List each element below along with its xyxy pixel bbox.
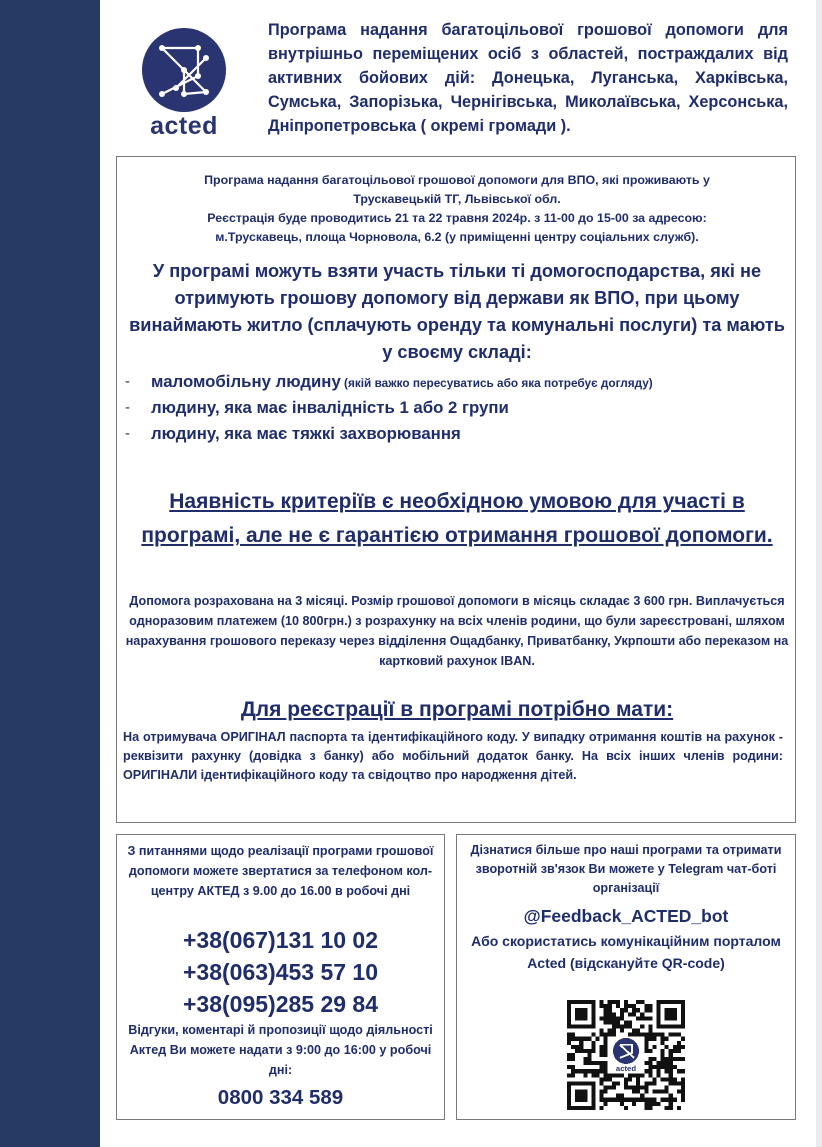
main-info-box [116, 156, 796, 823]
bullet-text: маломобільну людину [151, 372, 341, 391]
bullet-dash: - [125, 373, 130, 390]
list-item [125, 421, 789, 447]
eligibility-list [125, 369, 789, 447]
criteria-heading: Наявність критеріїв є необхідною умовою для участі в програмі, але не є гарантією отримання грошової допомоги. [141, 490, 773, 547]
registration-requirements: На отримувача ОРИГІНАЛ паспорта та ідентифікаційного коду. У випадку отримання коштів на рахунок - реквізити рахунку (довідка з банку) або мобільний додаток банку. На всіх інших членів родини: ОРИГІНАЛИ ідентифікаційного коду та свідоцтво про народження дітей. [123, 730, 783, 782]
bullet-dash: - [125, 399, 130, 416]
telegram-box [456, 834, 796, 1120]
program-intro [127, 171, 787, 247]
qr-label: acted [615, 1063, 637, 1073]
bullet-text: людину, яка має тяжкі захворювання [151, 424, 461, 443]
logo-text: acted [150, 112, 218, 140]
intro-line: Трускавецькій ТГ, Львівської обл. [353, 192, 561, 206]
intro-line: Програма надання багатоцільової грошової допомоги для ВПО, які проживають у [204, 173, 710, 187]
intro-line: м.Трускавець, площа Чорновола, 6.2 (у приміщенні центру соціальних служб). [215, 230, 699, 244]
right-edge-strip [816, 0, 822, 1147]
list-item [125, 395, 789, 421]
feedback-text: Відгуки, коментарі й пропозиції щодо діяльності Актед Ви можете надати з 9:00 до 16:00 у робочі дні: [128, 1023, 433, 1077]
qr-code-icon[interactable] [567, 1000, 685, 1110]
bullet-text: людину, яка має інвалідність 1 або 2 групи [151, 398, 509, 417]
eligibility-text: У програмі можуть взяти участь тільки ті домогосподарства, які не отримують грошову допомогу від держави як ВПО, при цьому винаймають житло (сплачують оренду та комунальні послуги) та мають у своєму складі: [129, 261, 785, 362]
intro-line: Реєстрація буде проводитись 21 та 22 травня 2024р. з 11-00 до 15-00 за адресою: [207, 211, 707, 225]
left-sidebar-stripe [0, 0, 100, 1147]
telegram-intro: Дізнатися більше про наші програми та отримати зворотній зв'язок Ви можете у Telegram чат-боті організації [470, 843, 782, 895]
registration-heading: Для реєстрації в програмі потрібно мати: [240, 698, 674, 721]
header-title: Програма надання багатоцільової грошової допомоги для внутрішньо переміщених осіб з областей, постраждалих від активних бойових дій: Донецька, Луганська, Харківська, Сумська, Запорізька, Чернігівська, Миколаївська, Херсонська, Дніпропетровська ( окремі громади ). [268, 21, 788, 135]
phone-number[interactable]: +38(067)131 10 02 [182, 927, 379, 953]
contact-box [116, 834, 445, 1120]
list-item [125, 369, 789, 395]
phone-number[interactable]: +38(063)453 57 10 [182, 959, 379, 985]
payment-details: Допомога розрахована на 3 місяці. Розмір грошової допомоги в місяць складає 3 600 грн. Виплачується одноразовим платежем (10 800грн.) з розрахунку на всіх членів родини, що були зареєстровані, шляхом нарахування грошового переказу через відділення Ощадбанку, Приватбанку, Укрпошти або переказом на картковий рахунок IBAN. [125, 594, 789, 668]
contact-intro: З питаннями щодо реалізації програми грошової допомоги можете звертатися за телефоном кол-центру АКТЕД з 9.00 до 16.00 в робочі дні [127, 844, 434, 898]
telegram-bot-handle[interactable]: @Feedback_ACTED_bot [523, 906, 729, 926]
bullet-dash: - [125, 425, 130, 442]
portal-text: Або скористатись комунікаційним порталом Acted (відскануйте QR-code) [471, 933, 781, 971]
hotline-number[interactable]: 0800 334 589 [217, 1086, 344, 1109]
phone-number[interactable]: +38(095)285 29 84 [182, 991, 379, 1017]
bullet-note: (якій важко пересуватись або яка потребує догляду) [340, 376, 653, 390]
